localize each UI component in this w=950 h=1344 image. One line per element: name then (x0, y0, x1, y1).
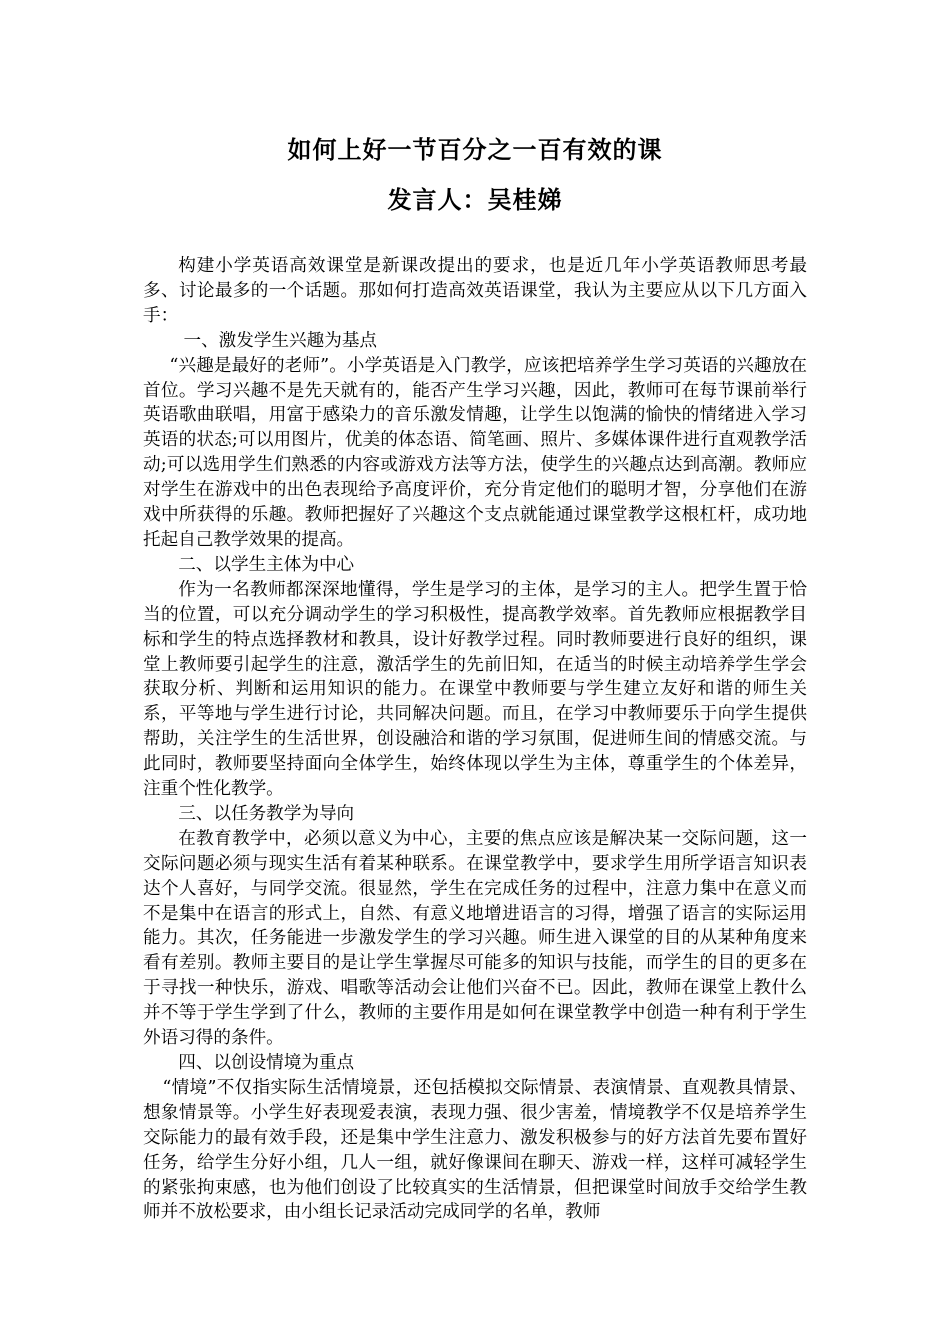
section-heading-task-teaching: 三、以任务教学为导向 (178, 803, 355, 824)
paragraph-task-teaching: 在教育教学中，必须以意义为中心，主要的焦点应该是解决某一交际问题，这一交际问题必须与现实生活有着某种联系。在课堂教学中，要求学生用所学语言知识表达个人喜好，与同学交流。很显然，学生在完成任务的过程中，注意力集中在意义而不是集中在语言的形式上，自然、有意义地增进语言的习得，增强了语言的实际运用能力。其次，任务能进一步激发学生的学习兴趣。师生进入课堂的目的从某种角度来看有差别。教师主要目的是让学生掌握尽可能多的知识与技能，而学生的目的更多在于寻找一种快乐，游戏、唱歌等活动会让他们兴奋不已。因此，教师在课堂上教什么并不等于学生学到了什么，教师的主要作用是如何在课堂教学中创造一种有利于学生外语习得的条件。 (143, 828, 807, 1049)
document-body (143, 254, 807, 1225)
section-heading-interest: 一、激发学生兴趣为基点 (183, 330, 378, 351)
paragraph-student-centered: 作为一名教师都深深地懂得，学生是学习的主体，是学习的主人。把学生置于恰当的位置，可以充分调动学生的学习积极性，提高教学效率。首先教师应根据教学目标和学生的特点选择教材和教具，设计好教学过程。同时教师要进行良好的组织，课堂上教师要引起学生的注意，激活学生的先前旧知，在适当的时候主动培养学生学会获取分析、判断和运用知识的能力。在课堂中教师要与学生建立友好和谐的师生关系，平等地与学生进行讨论，共同解决问题。而且，在学习中教师要乐于向学生提供帮助，关注学生的生活世界，创设融洽和谐的学习氛围，促进师生间的情感交流。与此同时，教师要坚持面向全体学生，始终体现以学生为主体，尊重学生的个体差异，注重个性化教学。 (143, 579, 807, 800)
section-heading-situation: 四、以创设情境为重点 (178, 1053, 355, 1073)
paragraph-situation: “情境”不仅指实际生活情境景，还包括模拟交际情景、表演情景、直观教具情景、想象情景等。小学生好表现爱表演，表现力强、很少害羞，情境教学不仅是培养学生交际能力的最有效手段，还是集中学生注意力、激发积极参与的好方法首先要布置好任务，给学生分好小组，几人一组，就好像课间在聊天、游戏一样，这样可减轻学生的紧张拘束感，也为他们创设了比较真实的生活情景，但把课堂时间放手交给学生教师并不放松要求，由小组长记录活动完成同学的名单，教师 (143, 1077, 807, 1223)
section-heading-student-centered: 二、以学生主体为中心 (178, 554, 355, 575)
speaker-line: 发言人：吴桂娣 (387, 186, 563, 214)
intro-paragraph: 构建小学英语高效课堂是新课改提出的要求，也是近几年小学英语教师思考最多、讨论最多的一个话题。那如何打造高效英语课堂，我认为主要应从以下几方面入手： (143, 256, 807, 326)
document-title: 如何上好一节百分之一百有效的课 (287, 136, 663, 164)
document-page (143, 132, 807, 1225)
paragraph-interest: “兴趣是最好的老师”。小学英语是入门教学，应该把培养学生学习英语的兴趣放在首位。学习兴趣不是先天就有的，能否产生学习兴趣，因此，教师可在每节课前举行英语歌曲联唱，用富于感染力的音乐激发情趣，让学生以饱满的愉快的情绪进入学习英语的状态;可以用图片，优美的体态语、简笔画、照片、多媒体课件进行直观教学活动;可以选用学生们熟悉的内容或游戏方法等方法，使学生的兴趣点达到高潮。教师应对学生在游戏中的出色表现给予高度评价，充分肯定他们的聪明才智，分享他们在游戏中所获得的乐趣。教师把握好了兴趣这个支点就能通过课堂教学这根杠杆，成功地托起自己教学效果的提高。 (143, 355, 807, 550)
